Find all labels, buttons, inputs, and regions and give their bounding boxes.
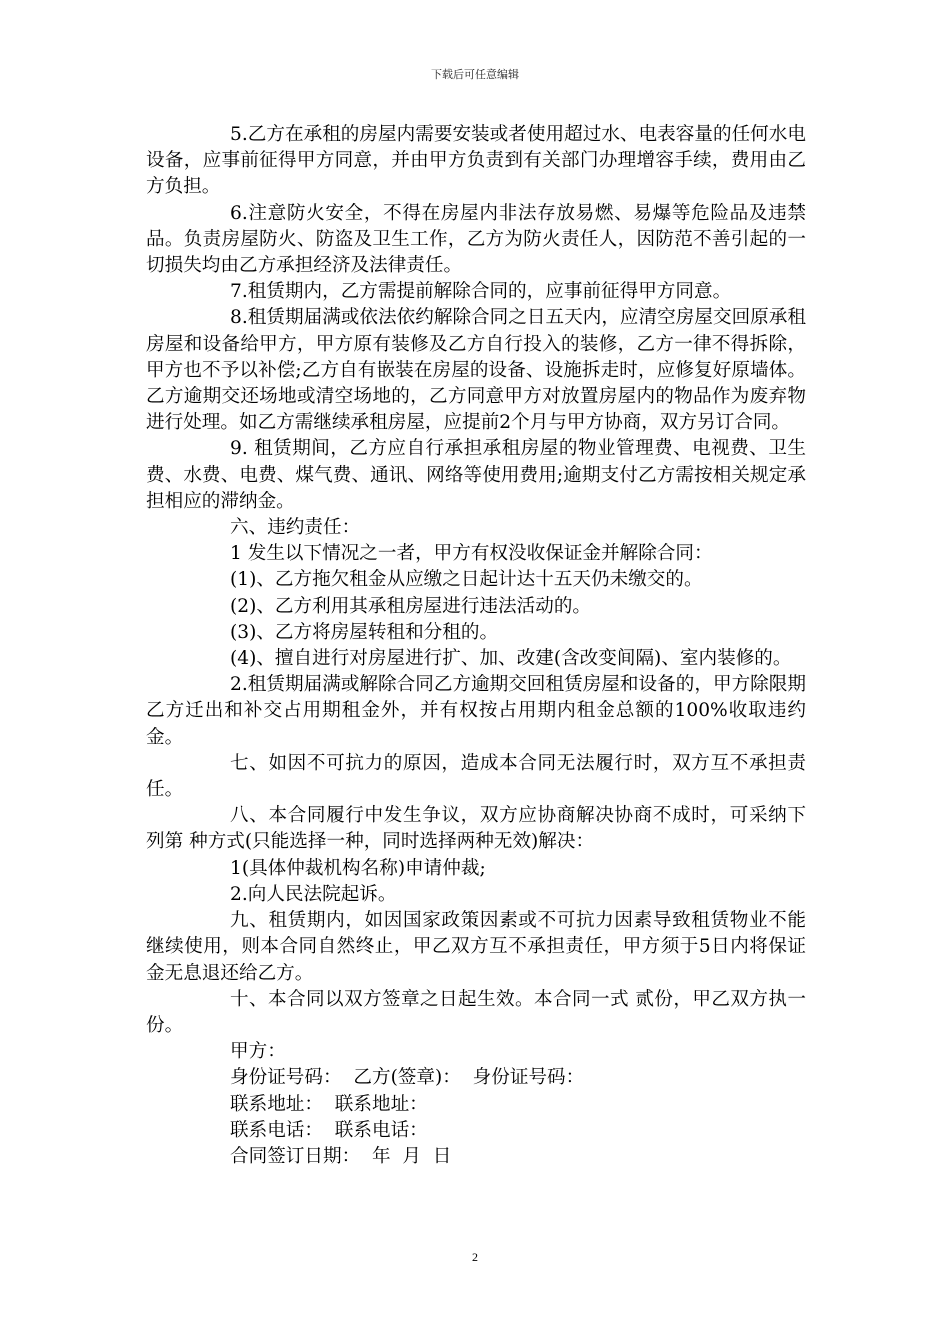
clause-8: 8.租赁期届满或依法依约解除合同之日五天内，应清空房屋交回原承租房屋和设备给甲方，甲方原有装修及乙方自行投入的装修，乙方一律不得拆除，甲方也不予以补偿;乙方自有嵌装在房屋的设备、设施拆走时，应修复好原墙体。乙方逾期交还场地或清空场地的，乙方同意甲方对放置房屋内的物品作为废弃物进行处理。如乙方需继续承租房屋，应提前2个月与甲方协商，双方另订合同。 (146, 307, 806, 434)
signature-phone-line: 联系电话： 联系电话： (230, 1119, 428, 1141)
breach-subitem-2: (2)、乙方利用其承租房屋进行违法活动的。 (230, 595, 592, 617)
breach-subitem-3: (3)、乙方将房屋转租和分租的。 (230, 621, 499, 643)
section-10: 十、本合同以双方签章之日起生效。本合同一式 贰份，甲乙双方执一份。 (146, 988, 806, 1036)
breach-item-1: 1 发生以下情况之一者，甲方有权没收保证金并解除合同： (230, 543, 713, 565)
section-6-heading: 六、违约责任： (230, 517, 361, 539)
page-number: 2 (472, 1250, 478, 1264)
signature-id-line: 身份证号码： 乙方(签章)： 身份证号码： (230, 1067, 585, 1089)
clause-7: 7.租赁期内，乙方需提前解除合同的，应事前征得甲方同意。 (230, 281, 732, 303)
contract-body (146, 122, 806, 1170)
clause-9: 9. 租赁期间，乙方应自行承担承租房屋的物业管理费、电视费、卫生费、水费、电费、煤气费、通讯、网络等使用费用;逾期支付乙方需按相关规定承担相应的滞纳金。 (146, 438, 806, 512)
breach-subitem-1: (1)、乙方拖欠租金从应缴之日起计达十五天仍未缴交的。 (230, 569, 703, 591)
section-9: 九、租赁期内，如因国家政策因素或不可抗力因素导致租赁物业不能继续使用，则本合同自然终止，甲乙双方互不承担责任，甲方须于5日内将保证金无息退还给乙方。 (146, 910, 806, 984)
section-7: 七、如因不可抗力的原因，造成本合同无法履行时，双方互不承担责任。 (146, 752, 806, 801)
signature-address-line: 联系地址： 联系地址： (230, 1093, 428, 1115)
breach-subitem-4: (4)、擅自进行对房屋进行扩、加、改建(含改变间隔)、室内装修的。 (230, 648, 792, 670)
breach-item-2: 2.租赁期届满或解除合同乙方逾期交回租赁房屋和设备的，甲方除限期乙方迁出和补交占用期租金外，并有权按占用期内租金总额的100%收取违约金。 (146, 674, 806, 748)
signature-party-a: 甲方： (230, 1041, 286, 1063)
dispute-option-2: 2.向人民法院起诉。 (230, 883, 397, 905)
section-8: 八、本合同履行中发生争议，双方应协商解决协商不成时，可采纳下列第 种方式(只能选择一种，同时选择两种无效)解决： (146, 805, 806, 853)
page-header: 下载后可任意编辑 (431, 68, 519, 81)
clause-5: 5.乙方在承租的房屋内需要安装或者使用超过水、电表容量的任何水电设备，应事前征得甲方同意，并由甲方负责到有关部门办理增容手续，费用由乙方负担。 (146, 124, 806, 198)
signature-date-line: 合同签订日期： 年 月 日 (230, 1145, 452, 1167)
clause-6: 6.注意防火安全，不得在房屋内非法存放易燃、易爆等危险品及违禁品。负责房屋防火、防盗及卫生工作，乙方为防火责任人，因防范不善引起的一切损失均由乙方承担经济及法律责任。 (146, 202, 806, 277)
dispute-option-1: 1(具体仲裁机构名称)申请仲裁; (230, 857, 486, 879)
